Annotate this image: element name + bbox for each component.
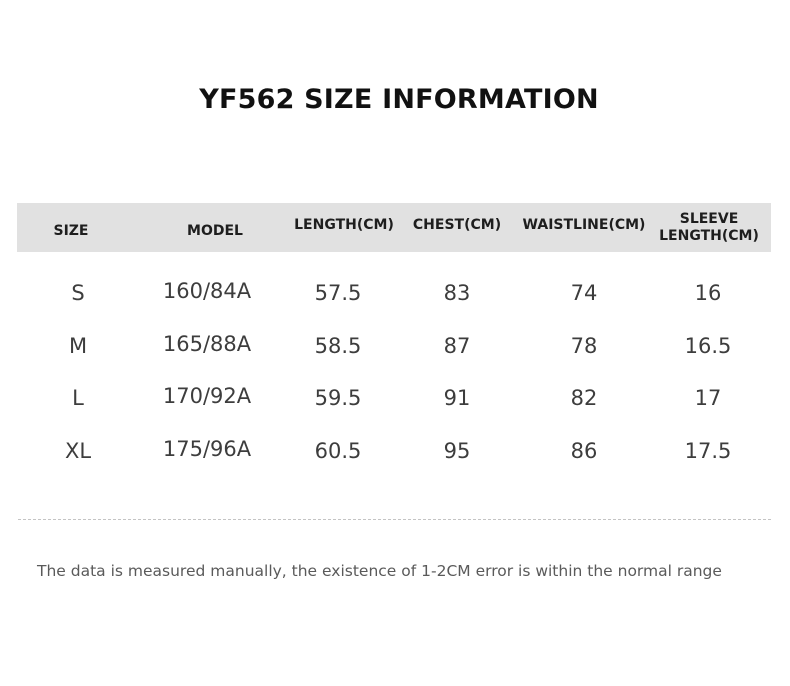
table-header-row (17, 203, 771, 252)
table-row (17, 425, 771, 478)
cell-size: XL (64, 438, 92, 463)
header-length: LENGTH(CM) (294, 217, 394, 233)
cell-model: 165/88A (162, 331, 252, 356)
cell-size: M (68, 333, 88, 358)
cell-size: S (71, 281, 85, 305)
cell-sleeve-length: 17 (694, 386, 722, 411)
cell-waistline: 78 (570, 333, 598, 358)
cell-chest: 95 (443, 438, 471, 463)
cell-length: 57.5 (314, 281, 362, 305)
cell-waistline: 86 (570, 438, 598, 463)
cell-sleeve-length: 16 (694, 281, 722, 305)
cell-model: 160/84A (162, 279, 252, 303)
cell-chest: 87 (443, 333, 471, 358)
size-table (17, 203, 771, 477)
cell-model: 175/96A (162, 436, 252, 461)
table-row (17, 372, 771, 425)
dashed-divider (18, 519, 771, 520)
table-row (17, 320, 771, 373)
header-sleeve-length: SLEEVE LENGTH(CM) (659, 210, 759, 244)
cell-length: 59.5 (314, 386, 362, 411)
header-size: SIZE (53, 223, 89, 239)
measurement-note: The data is measured manually, the existence of 1-2CM error is within the normal range (37, 562, 722, 580)
cell-sleeve-length: 16.5 (684, 333, 732, 358)
header-chest: CHEST(CM) (412, 217, 502, 233)
cell-size: L (72, 386, 84, 411)
cell-model: 170/92A (162, 384, 252, 409)
cell-waistline: 74 (570, 281, 598, 305)
cell-length: 60.5 (314, 438, 362, 463)
cell-length: 58.5 (314, 333, 362, 358)
cell-waistline: 82 (570, 386, 598, 411)
table-body (17, 252, 771, 477)
page-title: YF562 SIZE INFORMATION (199, 84, 599, 115)
cell-chest: 91 (443, 386, 471, 411)
header-model: MODEL (187, 223, 243, 239)
cell-chest: 83 (443, 281, 471, 305)
header-waistline: WAISTLINE(CM) (522, 217, 646, 233)
table-row (17, 267, 771, 320)
cell-sleeve-length: 17.5 (684, 438, 732, 463)
